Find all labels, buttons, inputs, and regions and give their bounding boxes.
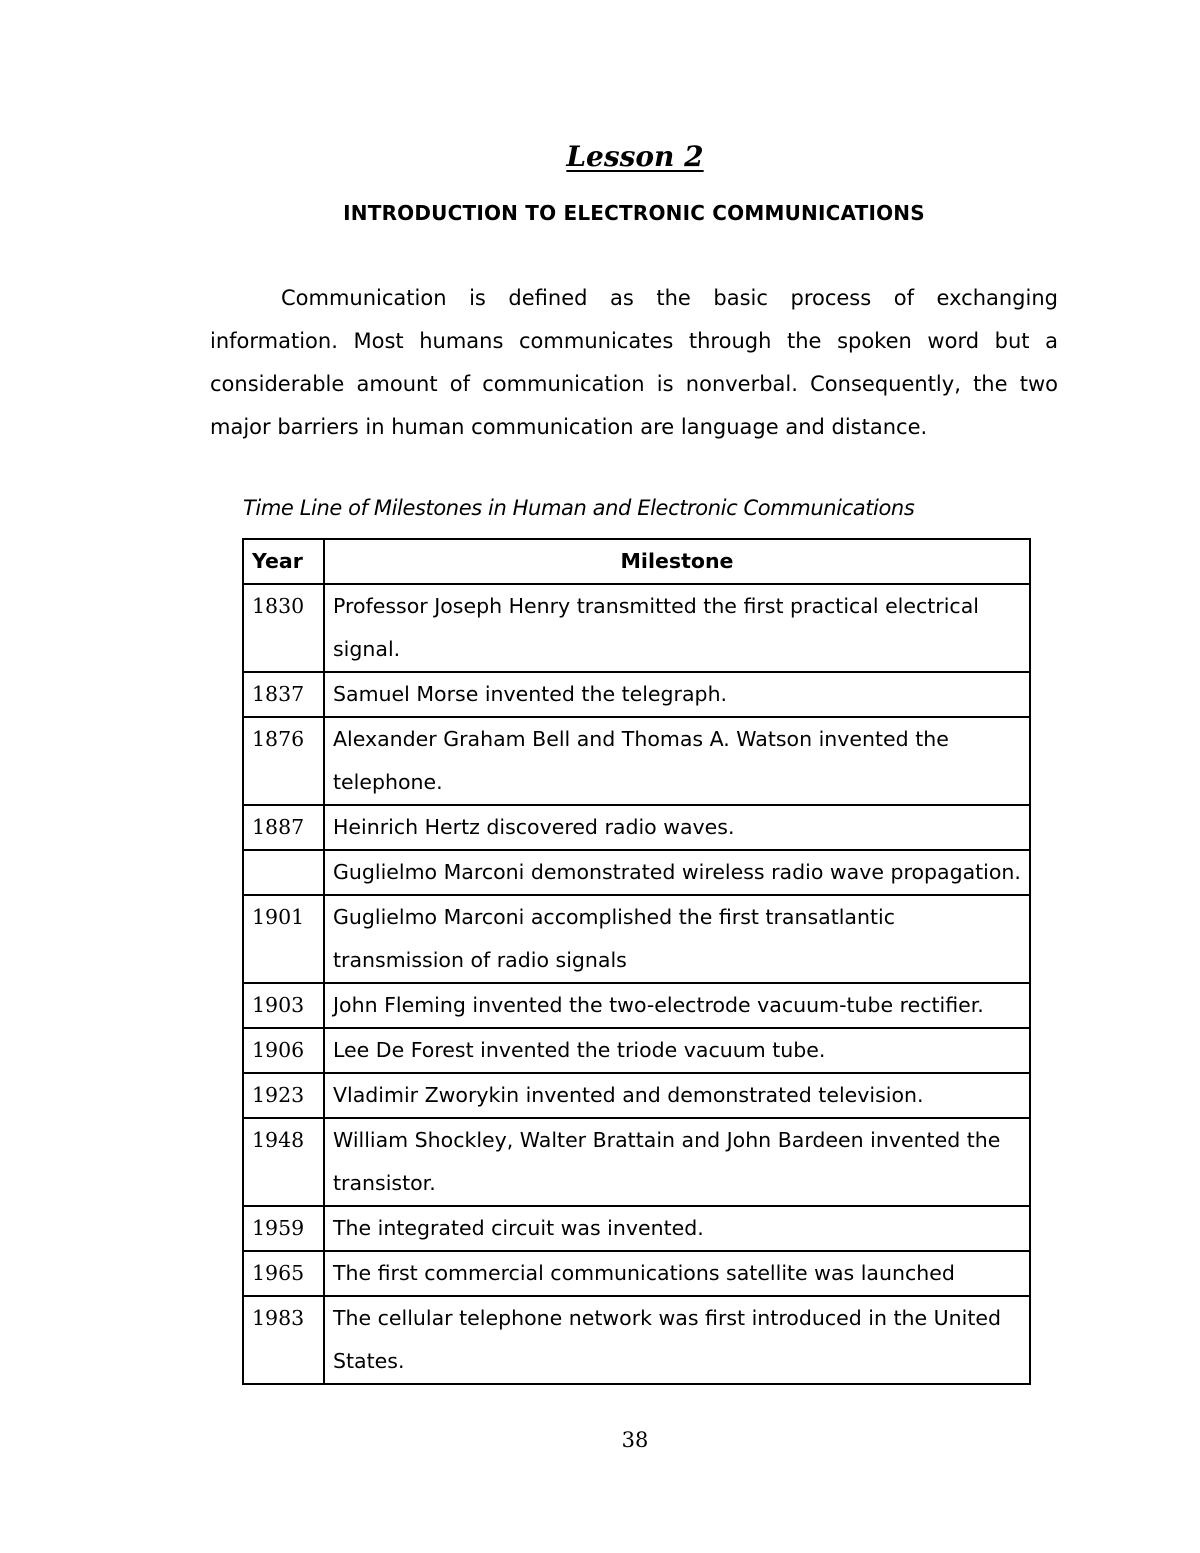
year-cell: 1837	[243, 672, 324, 717]
year-cell: 1965	[243, 1251, 324, 1296]
table-row	[243, 983, 1030, 1028]
table-row	[243, 1206, 1030, 1251]
table-row	[243, 895, 1030, 983]
table-body	[243, 584, 1030, 1384]
year-cell: 1876	[243, 717, 324, 805]
table-row	[243, 584, 1030, 672]
milestones-table	[242, 538, 1031, 1385]
milestone-cell: Samuel Morse invented the telegraph.	[324, 672, 1030, 717]
table-row	[243, 1296, 1030, 1384]
page-number: 38	[621, 1428, 649, 1452]
table-row	[243, 1028, 1030, 1073]
table-row	[243, 1118, 1030, 1206]
milestone-cell: Guglielmo Marconi accomplished the first transatlantic transmission of radio signals	[324, 895, 1030, 983]
table-header	[243, 539, 1030, 584]
year-cell: 1830	[243, 584, 324, 672]
year-cell: 1983	[243, 1296, 324, 1384]
table-caption: Time Line of Milestones in Human and Electronic Communications	[243, 496, 915, 520]
year-cell: 1901	[243, 895, 324, 983]
table-row	[243, 1251, 1030, 1296]
header-milestone: Milestone	[324, 539, 1030, 584]
milestone-cell: Lee De Forest invented the triode vacuum tube.	[324, 1028, 1030, 1073]
milestone-cell: Professor Joseph Henry transmitted the first practical electrical signal.	[324, 584, 1030, 672]
table-row	[243, 717, 1030, 805]
year-cell: 1923	[243, 1073, 324, 1118]
milestone-cell: Heinrich Hertz discovered radio waves.	[324, 805, 1030, 850]
intro-paragraph: Communication is defined as the basic process of exchanging information. Most humans communicates through the spoken word but a considerable amount of communication is nonverbal. Consequently, the two major barriers in human communication are language and distance.	[210, 286, 1058, 439]
year-cell: 1959	[243, 1206, 324, 1251]
lesson-title: Lesson 2	[566, 140, 704, 173]
milestone-cell: The cellular telephone network was first introduced in the United States.	[324, 1296, 1030, 1384]
year-cell: 1906	[243, 1028, 324, 1073]
year-cell	[243, 850, 324, 895]
milestone-cell: William Shockley, Walter Brattain and John Bardeen invented the transistor.	[324, 1118, 1030, 1206]
milestone-cell: Vladimir Zworykin invented and demonstrated television.	[324, 1073, 1030, 1118]
milestone-cell: The integrated circuit was invented.	[324, 1206, 1030, 1251]
page-heading: INTRODUCTION TO ELECTRONIC COMMUNICATIONS	[343, 201, 925, 225]
year-cell: 1903	[243, 983, 324, 1028]
table-header-row	[243, 539, 1030, 584]
milestone-cell: John Fleming invented the two-electrode vacuum-tube rectifier.	[324, 983, 1030, 1028]
table-row	[243, 805, 1030, 850]
table-row	[243, 850, 1030, 895]
year-cell: 1948	[243, 1118, 324, 1206]
milestone-cell: Guglielmo Marconi demonstrated wireless radio wave propagation.	[324, 850, 1030, 895]
milestone-cell: The first commercial communications satellite was launched	[324, 1251, 1030, 1296]
year-cell: 1887	[243, 805, 324, 850]
table-row	[243, 1073, 1030, 1118]
milestone-cell: Alexander Graham Bell and Thomas A. Watson invented the telephone.	[324, 717, 1030, 805]
table-row	[243, 672, 1030, 717]
header-year: Year	[243, 539, 324, 584]
